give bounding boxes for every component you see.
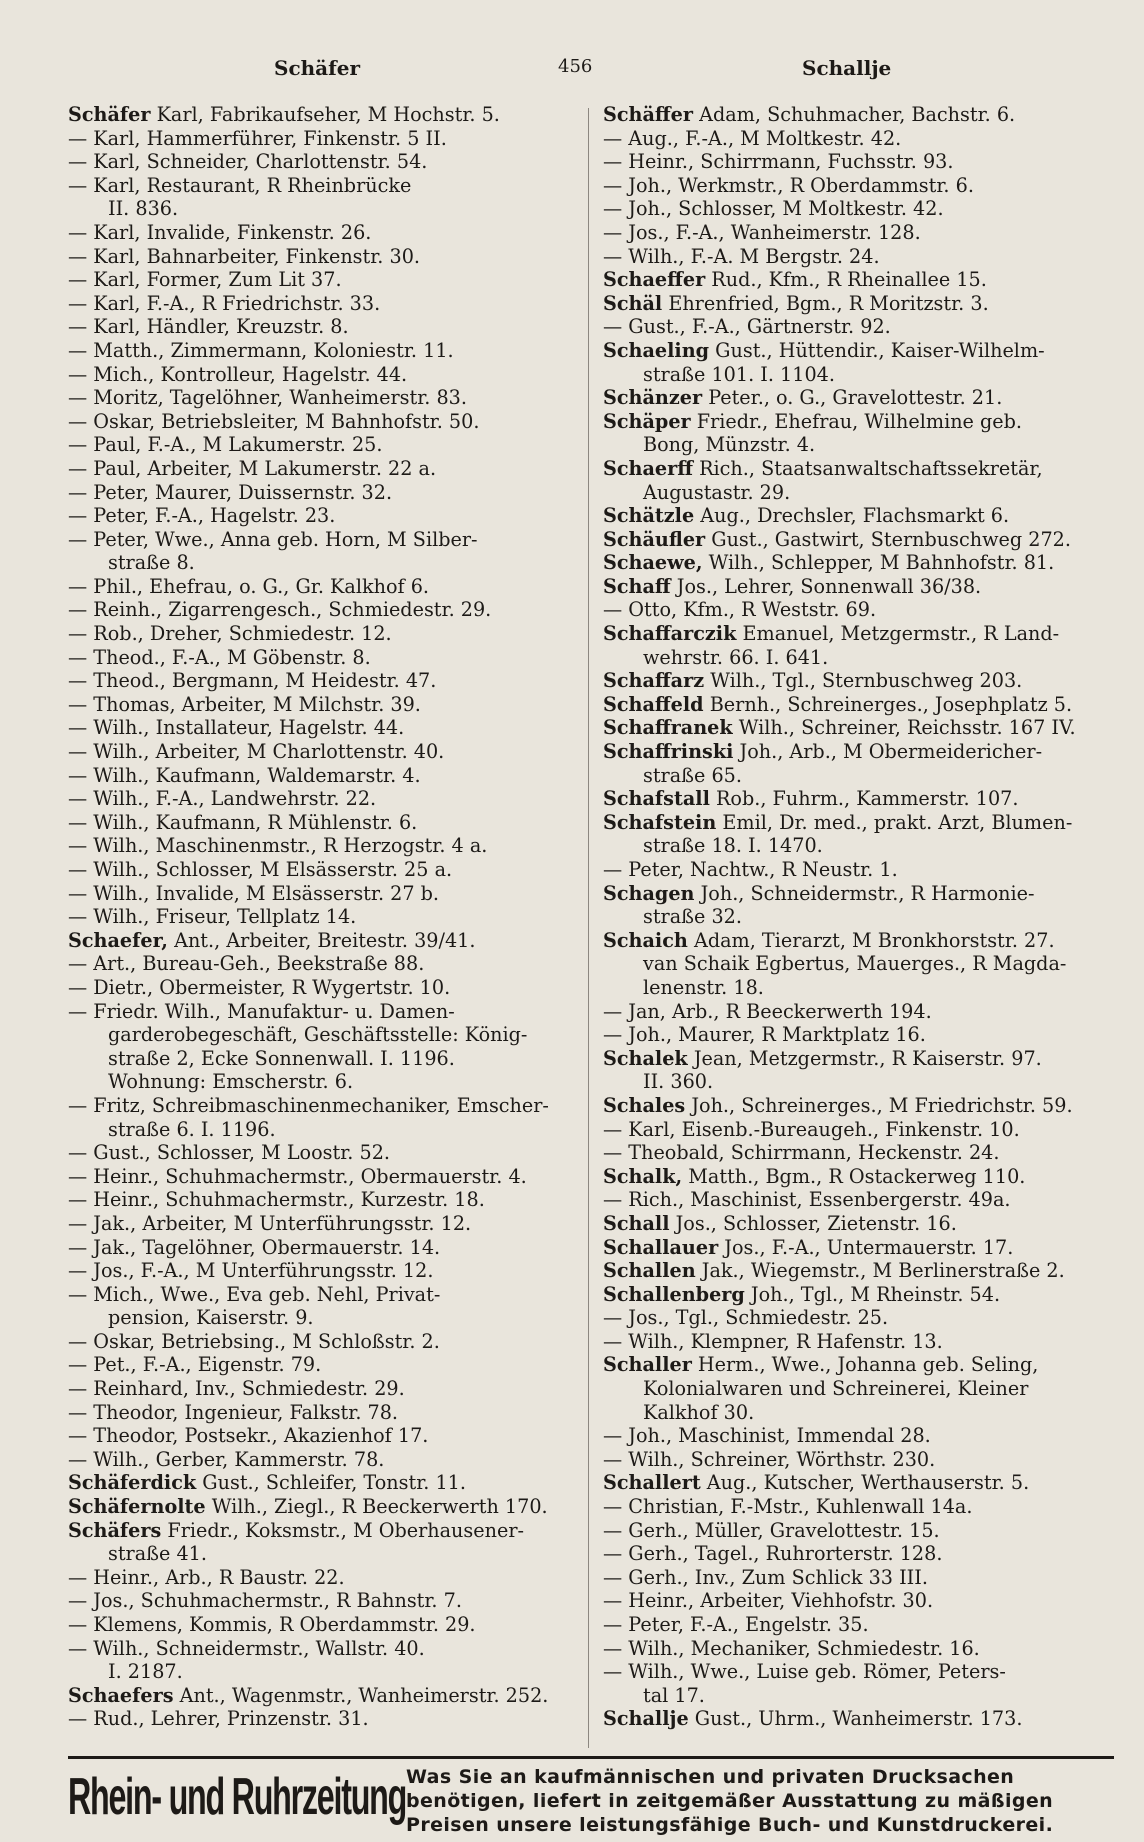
directory-entry: — Wilh., Friseur, Tellplatz 14. [68, 905, 357, 929]
directory-entry: — Peter, Maurer, Duissernstr. 32. [68, 480, 393, 504]
page-number: 456 [558, 56, 593, 77]
advertisement-logo: Rhein- und Ruhrzeitung [68, 1768, 407, 1826]
directory-entry: — Gust., Schlosser, M Loostr. 52. [68, 1141, 390, 1165]
directory-entry: Schäfer Karl, Fabrikaufseher, M Hochstr. 5. [68, 103, 500, 126]
directory-entry: — Joh., Schlosser, M Moltkestr. 42. [603, 197, 944, 221]
directory-entry: — Karl, F.-A., R Friedrichstr. 33. [68, 291, 381, 315]
directory-entry: — Theodor, Postsekr., Akazienhof 17. [68, 1424, 429, 1448]
directory-entry: — Wilh., Kaufmann, Waldemarstr. 4. [68, 763, 421, 787]
directory-entry: Schall Jos., Schlosser, Zietenstr. 16. [603, 1211, 957, 1235]
directory-entry: Schallauer Jos., F.-A., Untermauerstr. 17. [603, 1235, 1014, 1259]
directory-entry: — Moritz, Tagelöhner, Wanheimerstr. 83. [68, 386, 467, 410]
directory-entry: — Peter, Nachtw., R Neustr. 1. [603, 858, 898, 881]
directory-entry: — Oskar, Betriebsing., M Schloßstr. 2. [68, 1329, 440, 1353]
directory-entry: — Mich., Wwe., Eva geb. Nehl, Privat- [68, 1282, 441, 1306]
directory-entry: — Wilh., Schneidermstr., Wallstr. 40. [68, 1636, 425, 1660]
directory-entry: — Peter, F.-A., Engelstr. 35. [603, 1613, 869, 1636]
directory-entry: Schänzer Peter., o. G., Gravelottestr. 21. [603, 386, 1003, 410]
directory-entry: — Heinr., Schuhmachermstr., Kurzestr. 18. [68, 1188, 485, 1212]
directory-entry: straße 18. I. 1470. [643, 834, 823, 858]
directory-entry: Schaff Jos., Lehrer, Sonnenwall 36/38. [603, 574, 982, 598]
directory-entry: II. 836. [108, 197, 179, 221]
directory-entry: Schäfernolte Wilh., Ziegl., R Beeckerwerth 170. [68, 1495, 548, 1519]
directory-entry: straße 41. [108, 1542, 207, 1566]
directory-entry: — Wilh., Installateur, Hagelstr. 44. [68, 716, 405, 740]
directory-entry: — Rud., Lehrer, Prinzenstr. 31. [68, 1707, 369, 1731]
directory-entry: Schallert Aug., Kutscher, Werthauserstr. 5. [603, 1471, 1030, 1495]
directory-entry: lenenstr. 18. [643, 975, 764, 999]
directory-entry: Kolonialwaren und Schreinerei, Kleiner [643, 1377, 1029, 1401]
directory-entry: tal 17. [643, 1683, 705, 1707]
directory-entry: — Paul, F.-A., M Lakumerstr. 25. [68, 433, 383, 457]
directory-entry: — Jos., F.-A., Wanheimerstr. 128. [603, 220, 921, 244]
directory-entry: — Karl, Invalide, Finkenstr. 26. [68, 220, 372, 244]
directory-entry: Schäufler Gust., Gastwirt, Sternbuschweg 272. [603, 527, 1071, 551]
directory-entry: — Heinr., Arbeiter, Viehhofstr. 30. [603, 1589, 934, 1613]
directory-entry: — Gust., F.-A., Gärtnerstr. 92. [603, 315, 891, 339]
directory-entry: — Karl, Bahnarbeiter, Finkenstr. 30. [68, 244, 421, 268]
directory-entry: straße 6. I. 1196. [108, 1117, 276, 1141]
directory-entry: — Heinr., Schuhmachermstr., Obermauerstr. 4. [68, 1164, 527, 1188]
directory-entry: — Oskar, Betriebsleiter, M Bahnhofstr. 50. [68, 409, 480, 433]
directory-entry: wehrstr. 66. I. 641. [643, 645, 829, 669]
directory-entry: — Jos., Schuhmachermstr., R Bahnstr. 7. [68, 1589, 462, 1613]
left-column [68, 103, 578, 1731]
directory-entry: Schaefers Ant., Wagenmstr., Wanheimerstr. 252. [68, 1683, 549, 1707]
directory-entry: — Wilh., Mechaniker, Schmiedestr. 16. [603, 1636, 980, 1660]
directory-entry: — Wilh., Wwe., Luise geb. Römer, Peters- [603, 1660, 1006, 1684]
directory-entry: — Jak., Arbeiter, M Unterführungsstr. 12. [68, 1211, 472, 1235]
directory-entry: Schalk, Matth., Bgm., R Ostackerweg 110. [603, 1164, 1026, 1188]
directory-entry: Schaller Herm., Wwe., Johanna geb. Seling, [603, 1353, 1039, 1377]
right-column [603, 103, 1115, 1731]
directory-entry: Schäfers Friedr., Koksmstr., M Oberhausener- [68, 1518, 524, 1542]
directory-entry: — Heinr., Schirrmann, Fuchsstr. 93. [603, 150, 954, 174]
directory-entry: — Heinr., Arb., R Baustr. 22. [68, 1565, 345, 1589]
directory-entry: — Paul, Arbeiter, M Lakumerstr. 22 a. [68, 456, 437, 480]
directory-entry: — Gerh., Tagel., Ruhrorterstr. 128. [603, 1542, 943, 1566]
directory-entry: Schaewe, Wilh., Schlepper, M Bahnhofstr. 81. [603, 551, 1055, 575]
directory-entry: straße 2, Ecke Sonnenwall. I. 1196. [108, 1046, 455, 1070]
column-divider [588, 108, 589, 1748]
directory-entry: — Wilh., F.-A. M Bergstr. 24. [603, 244, 880, 268]
directory-entry: II. 360. [643, 1070, 714, 1094]
directory-entry: Schallen Jak., Wiegemstr., M Berlinerstraße 2. [603, 1259, 1065, 1283]
directory-entry: Kalkhof 30. [643, 1400, 755, 1424]
directory-entry: — Peter, F.-A., Hagelstr. 23. [68, 504, 336, 528]
directory-entry: Schafstall Rob., Fuhrm., Kammerstr. 107. [603, 787, 1019, 811]
directory-entry: — Mich., Kontrolleur, Hagelstr. 44. [68, 362, 408, 386]
advertisement-line: Preisen unsere leistungsfähige Buch- und Kunstdruckerei. [406, 1814, 1054, 1836]
directory-entry: — Thomas, Arbeiter, M Milchstr. 39. [68, 692, 421, 716]
directory-entry: — Matth., Zimmermann, Koloniestr. 11. [68, 338, 454, 362]
directory-entry: — Joh., Maschinist, Immendal 28. [603, 1424, 931, 1448]
directory-entry: Schaeling Gust., Hüttendir., Kaiser-Wilhelm- [603, 338, 1045, 362]
directory-entry: Wohnung: Emscherstr. 6. [108, 1070, 354, 1094]
directory-entry: — Theobald, Schirrmann, Heckenstr. 24. [603, 1141, 1000, 1165]
directory-entry: Schallje Gust., Uhrm., Wanheimerstr. 173. [603, 1707, 1023, 1731]
directory-entry: Schaffarczik Emanuel, Metzgermstr., R Land- [603, 622, 1060, 646]
directory-entry: — Klemens, Kommis, R Oberdammstr. 29. [68, 1613, 476, 1636]
directory-entry: — Wilh., Arbeiter, M Charlottenstr. 40. [68, 740, 445, 764]
directory-entry: — Karl, Händler, Kreuzstr. 8. [68, 315, 349, 339]
directory-entry: — Reinh., Zigarrengesch., Schmiedestr. 29. [68, 598, 492, 622]
directory-entry: straße 8. [108, 551, 195, 575]
directory-entry: Schätzle Aug., Drechsler, Flachsmarkt 6. [603, 504, 1010, 528]
directory-entry: — Art., Bureau-Geh., Beekstraße 88. [68, 952, 425, 976]
advertisement-text [406, 1765, 1114, 1837]
directory-entry: pension, Kaiserstr. 9. [108, 1306, 314, 1330]
directory-entry: Schäl Ehrenfried, Bgm., R Moritzstr. 3. [603, 291, 989, 315]
directory-entry: Schaffranek Wilh., Schreiner, Reichsstr. 167 IV. [603, 716, 1076, 740]
directory-entry: Schagen Joh., Schneidermstr., R Harmonie- [603, 881, 1035, 905]
directory-entry: — Rob., Dreher, Schmiedestr. 12. [68, 622, 392, 646]
advertisement-line: Was Sie an kaufmännischen und privaten Drucksachen [406, 1766, 1015, 1788]
directory-entry: — Wilh., Kaufmann, R Mühlenstr. 6. [68, 810, 418, 834]
directory-entry: — Otto, Kfm., R Weststr. 69. [603, 598, 877, 622]
directory-entry: — Rich., Maschinist, Essenbergerstr. 49a. [603, 1188, 1011, 1212]
directory-entry: — Aug., F.-A., M Moltkestr. 42. [603, 126, 902, 150]
directory-entry: straße 65. [643, 763, 742, 787]
directory-entry: straße 101. I. 1104. [643, 362, 835, 386]
header-right-keyword: Schallje [802, 56, 892, 80]
directory-entry: Schäferdick Gust., Schleifer, Tonstr. 11. [68, 1471, 466, 1495]
directory-entry: — Joh., Werkmstr., R Oberdammstr. 6. [603, 173, 974, 197]
directory-entry: — Gerh., Müller, Gravelottestr. 15. [603, 1518, 940, 1542]
directory-entry: — Theod., Bergmann, M Heidestr. 47. [68, 669, 437, 693]
page-header [0, 50, 1144, 86]
header-left-keyword: Schäfer [274, 56, 360, 80]
directory-entry: Schales Joh., Schreinerges., M Friedrichstr. 59. [603, 1093, 1073, 1117]
directory-entry: Schaffrinski Joh., Arb., M Obermeidericher- [603, 740, 1043, 764]
directory-entry: — Phil., Ehefrau, o. G., Gr. Kalkhof 6. [68, 574, 430, 598]
directory-entry: — Jos., F.-A., M Unterführungsstr. 12. [68, 1259, 434, 1283]
directory-entry: — Jak., Tagelöhner, Obermauerstr. 14. [68, 1235, 441, 1259]
directory-entry: Schaerff Rich., Staatsanwaltschaftssekretär, [603, 456, 1043, 480]
directory-entry: — Wilh., F.-A., Landwehrstr. 22. [68, 787, 377, 811]
directory-entry: — Karl, Eisenb.-Bureaugeh., Finkenstr. 10. [603, 1117, 1020, 1141]
directory-entry: — Jan, Arb., R Beeckerwerth 194. [603, 999, 932, 1023]
directory-entry: Schaffeld Bernh., Schreinerges., Josephplatz 5. [603, 692, 1073, 716]
directory-entry: — Wilh., Schlosser, M Elsässerstr. 25 a. [68, 858, 453, 881]
directory-entry: — Theod., F.-A., M Göbenstr. 8. [68, 645, 371, 669]
directory-entry: — Peter, Wwe., Anna geb. Horn, M Silber- [68, 527, 478, 551]
directory-entry: — Wilh., Gerber, Kammerstr. 78. [68, 1447, 385, 1471]
directory-entry: — Wilh., Maschinenmstr., R Herzogstr. 4 a. [68, 834, 488, 858]
advertisement-line: benötigen, liefert in zeitgemäßer Ausstattung zu mäßigen [406, 1790, 1054, 1812]
directory-entry: Schaefer, Ant., Arbeiter, Breitestr. 39/41. [68, 928, 476, 952]
directory-entry: — Gerh., Inv., Zum Schlick 33 III. [603, 1565, 928, 1589]
directory-entry: — Christian, F.-Mstr., Kuhlenwall 14a. [603, 1495, 973, 1519]
directory-entry: — Dietr., Obermeister, R Wygertstr. 10. [68, 975, 451, 999]
directory-entry: — Jos., Tgl., Schmiedestr. 25. [603, 1306, 889, 1330]
directory-entry: — Karl, Former, Zum Lit 37. [68, 268, 342, 292]
directory-entry: — Karl, Restaurant, R Rheinbrücke [68, 173, 412, 197]
directory-entry: — Wilh., Schreiner, Wörthstr. 230. [603, 1447, 936, 1471]
directory-entry: Schafstein Emil, Dr. med., prakt. Arzt, Blumen- [603, 810, 1073, 834]
directory-entry: — Wilh., Klempner, R Hafenstr. 13. [603, 1329, 943, 1353]
directory-entry: — Karl, Hammerführer, Finkenstr. 5 II. [68, 126, 447, 150]
directory-entry: Schäffer Adam, Schuhmacher, Bachstr. 6. [603, 103, 1016, 126]
directory-entry: Schaeffer Rud., Kfm., R Rheinallee 15. [603, 268, 987, 292]
advertisement [68, 1756, 1114, 1841]
directory-entry: Bong, Münzstr. 4. [643, 433, 816, 457]
directory-entry: Augustastr. 29. [643, 480, 791, 504]
directory-entry: — Friedr. Wilh., Manufaktur- u. Damen- [68, 999, 455, 1023]
directory-entry: — Karl, Schneider, Charlottenstr. 54. [68, 150, 428, 174]
directory-entry: Schaich Adam, Tierarzt, M Bronkhorststr. 27. [603, 928, 1055, 952]
directory-entry: Schalek Jean, Metzgermstr., R Kaiserstr. 97. [603, 1046, 1042, 1070]
directory-entry: — Pet., F.-A., Eigenstr. 79. [68, 1353, 322, 1377]
directory-entry: — Reinhard, Inv., Schmiedestr. 29. [68, 1377, 405, 1401]
directory-entry: I. 2187. [108, 1660, 183, 1684]
directory-entry: Schaffarz Wilh., Tgl., Sternbuschweg 203. [603, 669, 1023, 693]
directory-entry: straße 32. [643, 905, 742, 929]
directory-entry: Schäper Friedr., Ehefrau, Wilhelmine geb. [603, 409, 1023, 433]
directory-entry: — Fritz, Schreibmaschinenmechaniker, Emscher- [68, 1093, 549, 1117]
directory-entry: garderobegeschäft, Geschäftsstelle: König- [108, 1023, 528, 1047]
directory-entry: — Wilh., Invalide, M Elsässerstr. 27 b. [68, 881, 440, 905]
directory-entry: van Schaik Egbertus, Mauerges., R Magda- [643, 952, 1067, 976]
directory-entry: — Theodor, Ingenieur, Falkstr. 78. [68, 1400, 399, 1424]
directory-entry: Schallenberg Joh., Tgl., M Rheinstr. 54. [603, 1282, 1001, 1306]
directory-entry: — Joh., Maurer, R Marktplatz 16. [603, 1023, 926, 1047]
